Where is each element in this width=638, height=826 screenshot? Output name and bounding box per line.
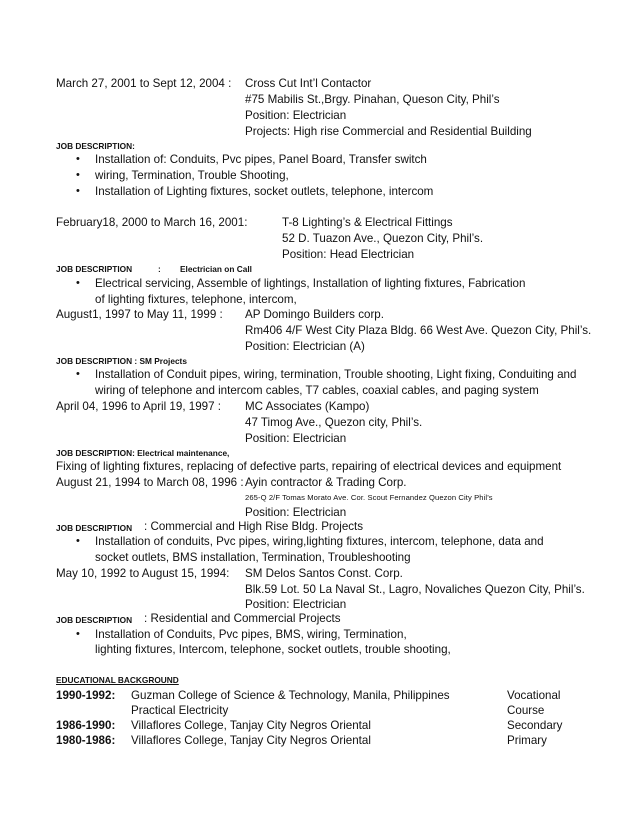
education-years: 1986-1990: [56,719,116,732]
job1-description-heading: JOB DESCRIPTION: [56,141,135,151]
job3-address: Rm406 4/F West City Plaza Bldg. 66 West Ave. Quezon City, Phil’s. [245,324,592,337]
job1-dates: March 27, 2001 to Sept 12, 2004 : [56,77,232,90]
job2-description-colon: : [158,264,161,274]
education-heading: EDUCATIONAL BACKGROUND [56,675,179,685]
job1-projects: Projects: High rise Commercial and Residential Building [245,125,532,138]
education-years: 1980-1986: [56,734,116,747]
job1-bullet-3: Installation of Lighting fixtures, socket outlets, telephone, intercom [95,185,434,198]
job2-bullet-1: Electrical servicing, Assemble of lightings, Installation of lighting fixtures, Fabrication [95,277,526,290]
job3-bullet-1-cont: wiring of telephone and intercom cables, T7 cables, coaxial cables, and paging system [95,384,539,397]
education-level: Primary [507,734,547,747]
job5-bullet-1: Installation of conduits, Pvc pipes, wiring,lighting fixtures, intercom, telephone, data and [95,535,544,548]
job2-description-title: Electrician on Call [180,264,252,274]
job2-description-heading: JOB DESCRIPTION [56,264,133,274]
job6-address: Blk.59 Lot. 50 La Naval St., Lagro, Novaliches Quezon City, Phil’s. [245,583,585,596]
job5-position: Position: Electrician [245,506,347,519]
job6-description-heading: JOB DESCRIPTION [56,615,133,625]
job5-description-heading: JOB DESCRIPTION [56,523,133,533]
job6-bullet-1: Installation of Conduits, Pvc pipes, BMS, wiring, Termination, [95,628,407,641]
education-level-cont: Course [507,704,545,717]
job4-description-text: Fixing of lighting fixtures, replacing of defective parts, repairing of electrical devices and equipment [56,460,562,473]
job6-company: SM Delos Santos Const. Corp. [245,567,403,580]
job6-bullet-1-cont: lighting fixtures, Intercom, telephone, socket outlets, trouble shooting, [95,643,451,656]
job6-position: Position: Electrician [245,598,347,611]
bullet-icon: • [76,535,80,547]
job1-bullet-2: wiring, Termination, Trouble Shooting, [95,169,289,182]
job6-description-text: : Residential and Commercial Projects [144,612,341,625]
job3-dates: August1, 1997 to May 11, 1999 : [56,308,223,321]
job4-description-heading: JOB DESCRIPTION: Electrical maintenance, [56,448,230,458]
education-school: Villaflores College, Tanjay City Negros Oriental [131,734,371,747]
job4-company: MC Associates (Kampo) [245,400,370,413]
job5-dates: August 21, 1994 to March 08, 1996 : [56,476,244,489]
education-school: Guzman College of Science & Technology, Manila, Philippines [131,689,450,702]
job2-address: 52 D. Tuazon Ave., Quezon City, Phil’s. [282,232,484,245]
bullet-icon: • [76,185,80,197]
job4-dates: April 04, 1996 to April 19, 1997 : [56,400,222,413]
education-level: Secondary [507,719,563,732]
job1-company: Cross Cut Int’l Contactor [245,77,372,90]
job5-address: 265-Q 2/F Tomas Morato Ave. Cor. Scout Fernandez Quezon City Phil’s [245,493,493,502]
bullet-icon: • [76,628,80,640]
job1-bullet-1: Installation of: Conduits, Pvc pipes, Panel Board, Transfer switch [95,153,427,166]
education-school-cont: Practical Electricity [131,704,229,717]
bullet-icon: • [76,169,80,181]
education-years: 1990-1992: [56,689,116,702]
job1-position: Position: Electrician [245,109,347,122]
job4-address: 47 Timog Ave., Quezon city, Phil’s. [245,416,423,429]
education-level: Vocational [507,689,561,702]
bullet-icon: • [76,277,80,289]
job2-company: T-8 Lighting’s & Electrical Fittings [282,216,453,229]
job5-bullet-1-cont: socket outlets, BMS installation, Termination, Troubleshooting [95,551,411,564]
job2-position: Position: Head Electrician [282,248,415,261]
job4-position: Position: Electrician [245,432,347,445]
job2-dates: February18, 2000 to March 16, 2001: [56,216,248,229]
job3-description-heading: JOB DESCRIPTION : SM Projects [56,356,187,366]
job3-company: AP Domingo Builders corp. [245,308,384,321]
education-school: Villaflores College, Tanjay City Negros Oriental [131,719,371,732]
job3-position: Position: Electrician (A) [245,340,365,353]
bullet-icon: • [76,368,80,380]
job5-company: Ayin contractor & Trading Corp. [245,476,407,489]
job2-bullet-1-cont: of lighting fixtures, telephone, intercom, [95,293,297,306]
job3-bullet-1: Installation of Conduit pipes, wiring, termination, Trouble shooting, Light fixing, Conduiting and [95,368,577,381]
bullet-icon: • [76,153,80,165]
job1-address: #75 Mabilis St.,Brgy. Pinahan, Queson City, Phil’s [245,93,500,106]
job5-description-text: : Commercial and High Rise Bldg. Projects [144,520,364,533]
job6-dates: May 10, 1992 to August 15, 1994: [56,567,230,580]
